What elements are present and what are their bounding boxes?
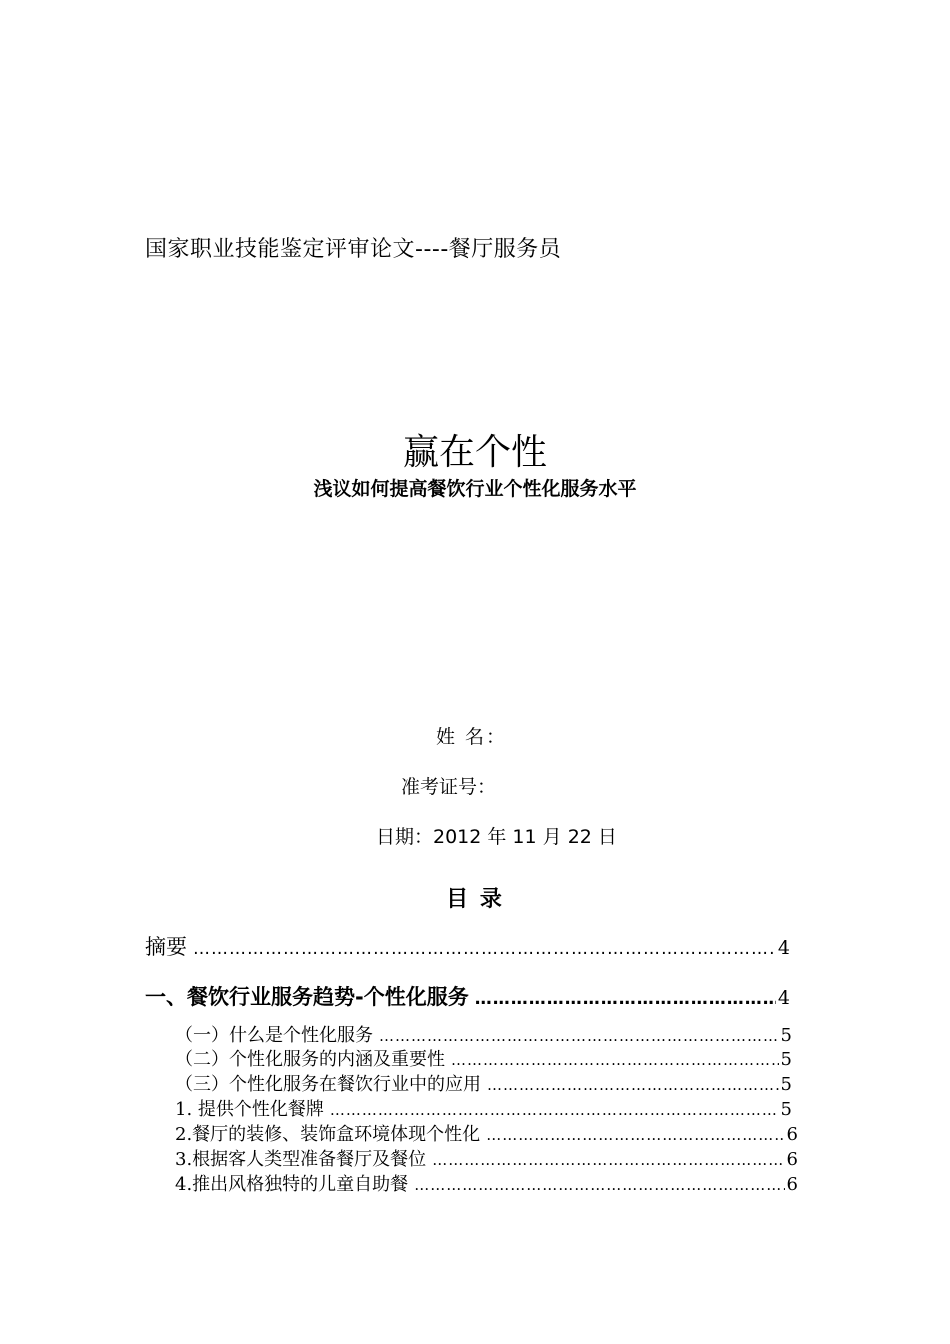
toc-entry-chapter-1	[145, 981, 790, 1011]
paper-category-line: 国家职业技能鉴定评审论文----餐厅服务员	[145, 237, 562, 262]
toc-entry-label: 1. 提供个性化餐牌	[175, 1099, 324, 1120]
toc-entry-label: （二）个性化服务的内涵及重要性	[175, 1049, 445, 1070]
toc-title: 目 录	[446, 887, 504, 912]
exam-number-label: 准考证号：	[401, 776, 497, 798]
toc-entry-page: 5	[780, 1099, 792, 1120]
toc-entry-page: 6	[786, 1149, 798, 1170]
toc-entry-page: 5	[780, 1025, 792, 1046]
toc-leader-dots	[475, 989, 776, 1009]
toc-leader-dots	[451, 1051, 779, 1069]
toc-entry-label: 3.根据客人类型准备餐厅及餐位	[175, 1149, 427, 1170]
toc-entry-page: 4	[777, 987, 790, 1009]
toc-entry-page: 6	[786, 1174, 798, 1195]
toc-entry-label: （三）个性化服务在餐饮行业中的应用	[175, 1074, 481, 1095]
toc-entry-page: 6	[786, 1124, 798, 1145]
toc-entry-page: 5	[780, 1049, 792, 1070]
toc-entry-label: 一、餐饮行业服务趋势-个性化服务	[145, 985, 469, 1009]
toc-entry-item-1	[175, 1095, 792, 1121]
toc-leader-dots	[379, 1027, 779, 1045]
toc-entry-label: 4.推出风格独特的儿童自助餐	[175, 1174, 409, 1195]
date-label: 日期：2012 年 11 月 22 日	[376, 826, 617, 848]
toc-leader-dots	[486, 1126, 784, 1144]
toc-entry-item-2	[175, 1120, 798, 1146]
toc-entry-abstract	[145, 931, 790, 961]
toc-leader-dots	[193, 939, 776, 959]
toc-leader-dots	[487, 1076, 779, 1094]
toc-entry-section-1-2	[175, 1045, 792, 1071]
author-name-label: 姓 名：	[436, 726, 508, 748]
toc-entry-page: 5	[780, 1074, 792, 1095]
paper-subtitle: 浅议如何提高餐饮行业个性化服务水平	[313, 478, 637, 500]
toc-entry-label: 摘要	[145, 935, 187, 959]
toc-leader-dots	[414, 1176, 784, 1194]
paper-title: 赢在个性	[402, 432, 547, 473]
toc-entry-section-1-1	[175, 1021, 792, 1047]
toc-leader-dots	[330, 1101, 779, 1119]
toc-entry-page: 4	[777, 937, 790, 959]
toc-entry-section-1-3	[175, 1070, 792, 1096]
toc-entry-label: 2.餐厅的装修、装饰盒环境体现个性化	[175, 1124, 481, 1145]
toc-entry-item-3	[175, 1145, 798, 1171]
toc-entry-item-4	[175, 1170, 798, 1196]
toc-entry-label: （一）什么是个性化服务	[175, 1025, 373, 1046]
toc-leader-dots	[432, 1151, 784, 1169]
